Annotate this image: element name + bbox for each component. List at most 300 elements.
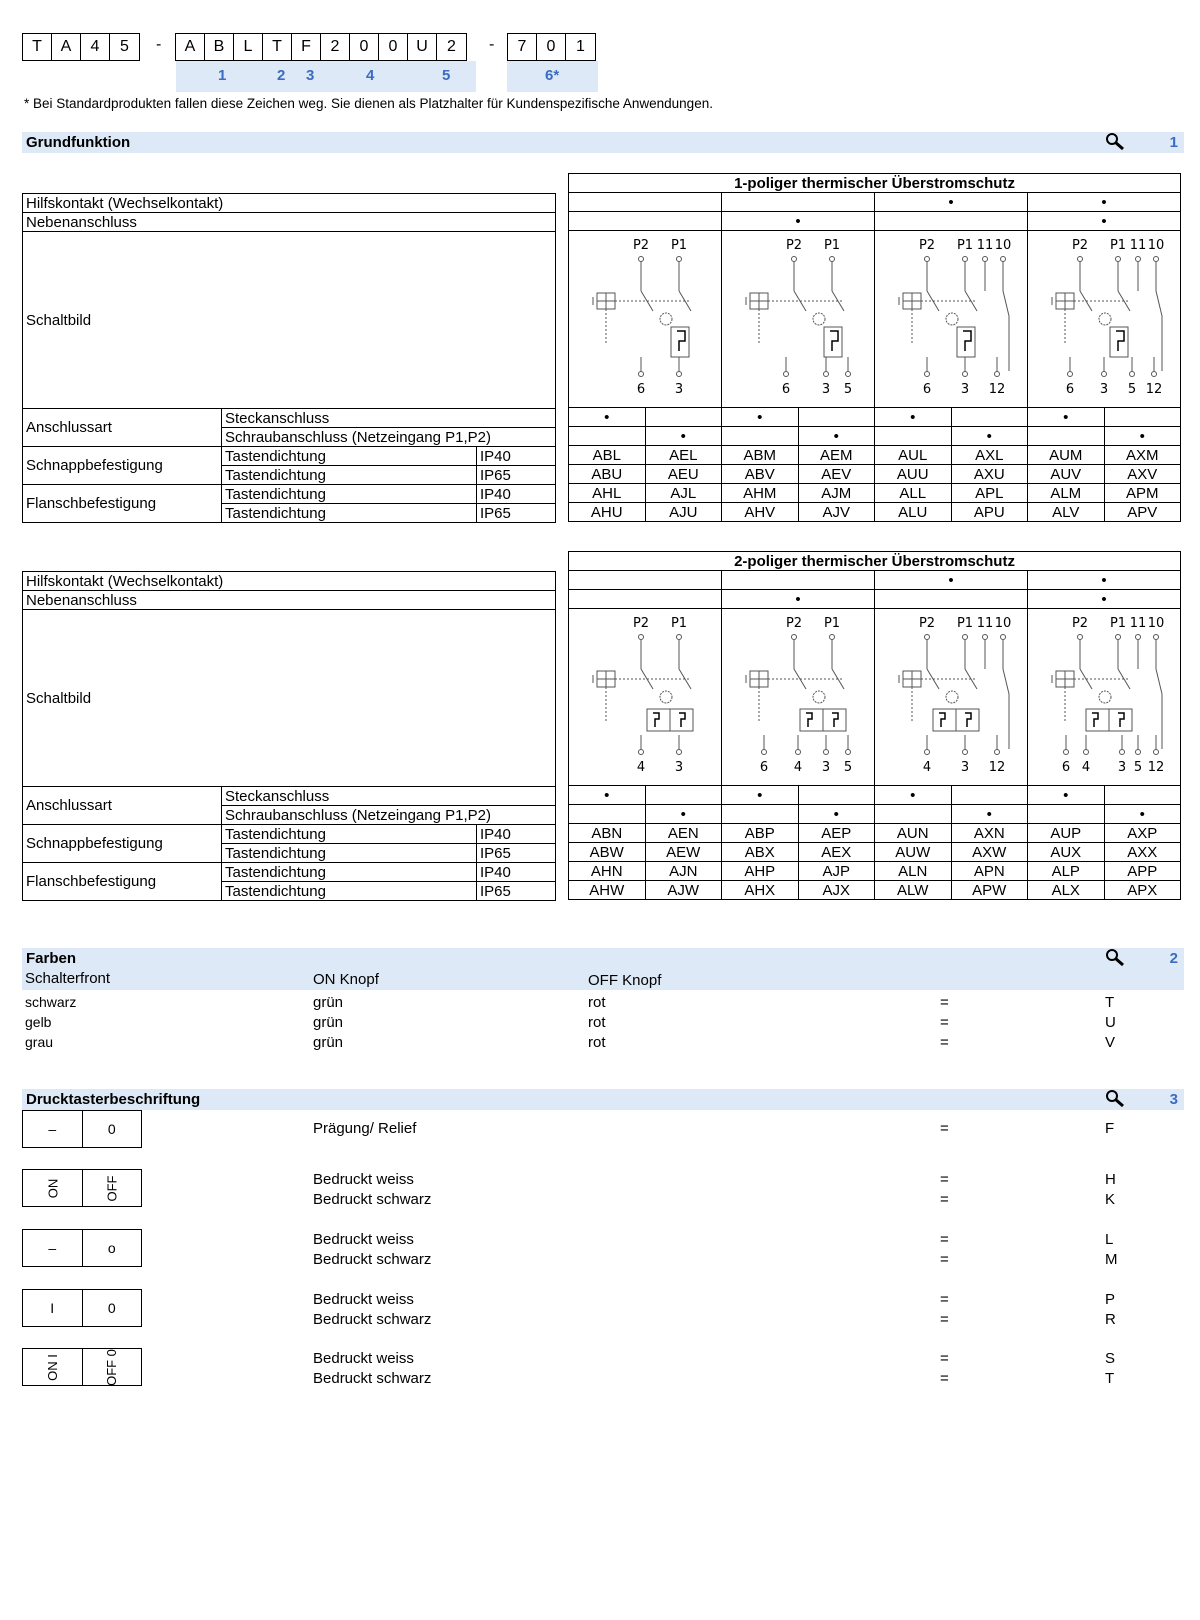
variant-code: AUN	[875, 824, 952, 843]
druck-eq: =	[940, 1350, 949, 1367]
sub-label-steck: Steckanschluss	[222, 409, 556, 428]
farben-eq: =	[940, 1014, 949, 1031]
variant-code: AXN	[951, 824, 1028, 843]
variant-code: APU	[951, 503, 1028, 522]
code-char: T	[263, 34, 292, 60]
druck-code: L	[1105, 1231, 1114, 1248]
hilfs-cell: •	[1028, 571, 1181, 590]
circuit-diagram-svg	[1028, 231, 1178, 407]
button-label-sample	[22, 1229, 142, 1267]
sub-label-schraub: Schraubanschluss (Netzeingang P1,P2)	[222, 806, 556, 825]
circuit-diagram	[569, 609, 722, 786]
label-right	[83, 1230, 142, 1266]
druck-eq: =	[940, 1251, 949, 1268]
variant-code: APL	[951, 484, 1028, 503]
row-label-anschluss: Anschlussart	[23, 787, 222, 825]
sub-label-taste: Tastendichtung	[222, 863, 477, 882]
hilfs-cell: •	[875, 193, 1028, 212]
code-char: 2	[447, 38, 456, 55]
farben-off: rot	[588, 1014, 606, 1031]
terminal-label: 5	[1127, 382, 1137, 397]
terminal-label: 5	[1133, 760, 1143, 775]
variant-code: ABW	[569, 843, 646, 862]
position-number: 1	[218, 67, 227, 84]
variant-code: AHM	[722, 484, 799, 503]
code-table-1	[568, 173, 1181, 522]
variant-code: ABP	[722, 824, 799, 843]
code-char: L	[234, 34, 263, 60]
sub-label-taste: Tastendichtung	[222, 485, 477, 504]
terminal-label: 4	[922, 760, 932, 775]
circuit-diagram	[569, 231, 722, 408]
terminal-label: P2	[632, 238, 650, 253]
terminal-label: 5	[843, 382, 853, 397]
ip-label: IP40	[477, 825, 556, 844]
circuit-diagram-svg	[875, 231, 1025, 407]
variant-code: AHL	[569, 484, 646, 503]
row-label-schaltbild: Schaltbild	[23, 610, 556, 787]
farben-code: V	[1105, 1034, 1116, 1051]
terminal-label: P1	[956, 238, 974, 253]
ip-label: IP40	[477, 447, 556, 466]
terminal-label: 11	[976, 616, 994, 631]
circuit-diagram	[722, 231, 875, 408]
sub-label-steck: Steckanschluss	[222, 787, 556, 806]
farben-front: grau	[25, 1034, 54, 1050]
druck-eq: =	[940, 1291, 949, 1308]
label-table-1	[22, 193, 556, 523]
circuit-diagram-svg	[569, 609, 719, 785]
farben-header: ON Knopf	[313, 971, 379, 988]
variant-code: AHV	[722, 503, 799, 522]
farben-eq: =	[940, 1034, 949, 1051]
terminal-label: P2	[785, 616, 803, 631]
circuit-diagram-svg	[875, 609, 1025, 785]
variant-code: AUX	[1028, 843, 1105, 862]
druck-eq: =	[940, 1120, 949, 1137]
circuit-diagram-svg	[722, 609, 872, 785]
terminal-label: P2	[918, 616, 936, 631]
code-char: A	[52, 34, 81, 60]
variant-code: AJV	[798, 503, 875, 522]
order-code-group2	[175, 33, 467, 61]
druck-eq: =	[940, 1191, 949, 1208]
order-code-group1	[22, 33, 140, 61]
schraub-dot: •	[951, 427, 1028, 446]
druck-text: Bedruckt schwarz	[313, 1311, 432, 1328]
variant-code: APN	[951, 862, 1028, 881]
variant-code: ALN	[875, 862, 952, 881]
farben-off: rot	[588, 1034, 606, 1051]
terminal-label: 12	[1145, 382, 1163, 397]
variant-code: AUV	[1028, 465, 1105, 484]
farben-off: rot	[588, 994, 606, 1011]
schraub-dot: •	[645, 805, 722, 824]
terminal-label: 12	[988, 382, 1006, 397]
terminal-label: 5	[843, 760, 853, 775]
code-char: 5	[120, 38, 129, 55]
farben-front: gelb	[25, 1014, 52, 1030]
terminal-label: P2	[632, 616, 650, 631]
row-label-flansch: Flanschbefestigung	[23, 485, 222, 523]
variant-code: ABV	[722, 465, 799, 484]
row-label-neben: Nebenanschluss	[23, 213, 556, 232]
terminal-label: 11	[1129, 238, 1147, 253]
code-separator: -	[156, 36, 162, 53]
neben-cell	[875, 212, 1028, 231]
variant-code: AEU	[645, 465, 722, 484]
terminal-label: 10	[994, 616, 1012, 631]
druck-eq: =	[940, 1171, 949, 1188]
terminal-label: P2	[918, 238, 936, 253]
variant-code: AEV	[798, 465, 875, 484]
variant-code: AUM	[1028, 446, 1105, 465]
section-title: Farben	[26, 950, 77, 967]
druck-code: F	[1105, 1120, 1115, 1137]
button-label-sample	[22, 1289, 142, 1327]
code-char: 2	[321, 34, 350, 60]
hilfs-cell	[722, 571, 875, 590]
circuit-diagram	[875, 609, 1028, 786]
ip-label: IP40	[477, 863, 556, 882]
section-number: 1	[1169, 134, 1178, 151]
terminal-label: P1	[823, 238, 841, 253]
position-number: 2	[277, 67, 286, 84]
circuit-diagram	[1028, 231, 1181, 408]
circuit-diagram	[875, 231, 1028, 408]
section-number: 3	[1169, 1091, 1178, 1108]
label-left	[23, 1111, 83, 1147]
druck-text: Bedruckt weiss	[313, 1231, 414, 1248]
code-char: U	[408, 34, 437, 60]
code-char: F	[292, 34, 321, 60]
row-label-schnapp: Schnappbefestigung	[23, 447, 222, 485]
neben-cell: •	[1028, 212, 1181, 231]
section-title: Grundfunktion	[26, 134, 131, 151]
terminal-label: P1	[1109, 238, 1127, 253]
terminal-label: P2	[1071, 238, 1089, 253]
variant-code: AJX	[798, 881, 875, 900]
code-char: 1	[576, 38, 585, 55]
row-label-anschluss: Anschlussart	[23, 409, 222, 447]
neben-cell: •	[1028, 590, 1181, 609]
position-number: 6*	[545, 67, 560, 84]
neben-cell: •	[722, 590, 875, 609]
variant-code: ABX	[722, 843, 799, 862]
section-header-grundfunktion	[22, 132, 1184, 153]
hilfs-cell: •	[1028, 193, 1181, 212]
terminal-label: 3	[674, 760, 684, 775]
neben-cell	[569, 212, 722, 231]
variant-code: AHP	[722, 862, 799, 881]
terminal-label: 4	[793, 760, 803, 775]
label-text: –	[48, 1240, 57, 1256]
variant-code: APP	[1104, 862, 1181, 881]
hilfs-cell	[722, 193, 875, 212]
neben-cell	[569, 590, 722, 609]
row-label-schnapp: Schnappbefestigung	[23, 825, 222, 863]
button-label-sample	[22, 1348, 142, 1386]
druck-eq: =	[940, 1370, 949, 1387]
variant-code: ALL	[875, 484, 952, 503]
druck-text: Bedruckt schwarz	[313, 1251, 432, 1268]
farben-eq: =	[940, 994, 949, 1011]
row-label-flansch: Flanschbefestigung	[23, 863, 222, 901]
druck-text: Bedruckt schwarz	[313, 1191, 432, 1208]
label-left	[23, 1230, 83, 1266]
table-title: 2-poliger thermischer Überstromschutz	[569, 552, 1181, 571]
terminal-label: P1	[823, 616, 841, 631]
label-text: 0	[107, 1121, 116, 1137]
variant-code: AJM	[798, 484, 875, 503]
schraub-dot: •	[1104, 427, 1181, 446]
terminal-label: 11	[976, 238, 994, 253]
terminal-label: P1	[670, 616, 688, 631]
code-char: 7	[508, 34, 537, 60]
steck-dot: •	[875, 786, 952, 805]
variant-code: AHW	[569, 881, 646, 900]
code-char: 0	[537, 34, 566, 60]
farben-on: grün	[313, 1034, 344, 1051]
position-number: 4	[366, 67, 375, 84]
variant-code: AEM	[798, 446, 875, 465]
ip-label: IP65	[477, 504, 556, 523]
schraub-dot: •	[1104, 805, 1181, 824]
farben-header: Schalterfront	[25, 970, 111, 987]
terminal-label: 3	[821, 382, 831, 397]
druck-eq: =	[940, 1311, 949, 1328]
terminal-label: P1	[956, 616, 974, 631]
variant-code: AUW	[875, 843, 952, 862]
terminal-label: 12	[988, 760, 1006, 775]
variant-code: AUU	[875, 465, 952, 484]
terminal-label: P1	[670, 238, 688, 253]
schraub-dot: •	[951, 805, 1028, 824]
code-char: 0	[379, 34, 408, 60]
variant-code: AEL	[645, 446, 722, 465]
druck-code: T	[1105, 1370, 1115, 1387]
wrench-icon	[1106, 949, 1126, 967]
label-text: –	[48, 1121, 57, 1137]
hilfs-cell: •	[875, 571, 1028, 590]
schraub-dot: •	[645, 427, 722, 446]
variant-code: ALM	[1028, 484, 1105, 503]
variant-code: AJW	[645, 881, 722, 900]
steck-dot: •	[722, 408, 799, 427]
farben-on: grün	[313, 1014, 344, 1031]
terminal-label: P2	[1071, 616, 1089, 631]
code-table-2	[568, 551, 1181, 900]
position-number: 5	[442, 67, 451, 84]
farben-on: grün	[313, 994, 344, 1011]
terminal-label: 10	[994, 238, 1012, 253]
ip-label: IP40	[477, 485, 556, 504]
ip-label: IP65	[477, 844, 556, 863]
variant-code: AJU	[645, 503, 722, 522]
code-separator: -	[489, 36, 495, 53]
circuit-diagram-svg	[1028, 609, 1178, 785]
label-right	[83, 1290, 142, 1326]
sub-label-taste: Tastendichtung	[222, 844, 477, 863]
variant-code: APX	[1104, 881, 1181, 900]
druck-code: S	[1105, 1350, 1116, 1367]
hilfs-cell	[569, 193, 722, 212]
neben-cell: •	[722, 212, 875, 231]
terminal-label: 6	[1065, 382, 1075, 397]
row-label-hilfs: Hilfskontakt (Wechselkontakt)	[23, 194, 556, 213]
label-text: 0	[107, 1300, 116, 1316]
terminal-label: 6	[759, 760, 769, 775]
druck-text: Bedruckt weiss	[313, 1171, 414, 1188]
section-number: 2	[1169, 950, 1178, 967]
position-number: 3	[306, 67, 315, 84]
terminal-label: 10	[1147, 238, 1165, 253]
steck-dot: •	[569, 786, 646, 805]
variant-code: ALU	[875, 503, 952, 522]
variant-code: ABL	[569, 446, 646, 465]
sub-label-taste: Tastendichtung	[222, 504, 477, 523]
sub-label-taste: Tastendichtung	[222, 466, 477, 485]
terminal-label: 10	[1147, 616, 1165, 631]
button-label-sample	[22, 1110, 142, 1148]
label-table-2	[22, 571, 556, 901]
variant-code: AJP	[798, 862, 875, 881]
steck-dot: •	[875, 408, 952, 427]
terminal-label: 4	[636, 760, 646, 775]
sub-label-taste: Tastendichtung	[222, 882, 477, 901]
label-right	[83, 1170, 142, 1206]
schraub-dot: •	[798, 427, 875, 446]
terminal-label: 12	[1147, 760, 1165, 775]
terminal-label: 6	[1061, 760, 1071, 775]
ip-label: IP65	[477, 882, 556, 901]
variant-code: ALW	[875, 881, 952, 900]
variant-code: AEP	[798, 824, 875, 843]
code-char: B	[205, 34, 234, 60]
variant-code: AXU	[951, 465, 1028, 484]
druck-text: Prägung/ Relief	[313, 1120, 417, 1137]
code-char: 4	[81, 34, 110, 60]
variant-code: AXP	[1104, 824, 1181, 843]
neben-cell	[875, 590, 1028, 609]
terminal-label: P1	[1109, 616, 1127, 631]
variant-code: ALX	[1028, 881, 1105, 900]
farben-header: OFF Knopf	[588, 972, 662, 989]
variant-code: AXL	[951, 446, 1028, 465]
circuit-diagram-svg	[569, 231, 719, 407]
variant-code: AHU	[569, 503, 646, 522]
terminal-label: 6	[636, 382, 646, 397]
label-left	[23, 1290, 83, 1326]
variant-code: APV	[1104, 503, 1181, 522]
circuit-diagram-svg	[722, 231, 872, 407]
variant-code: AHX	[722, 881, 799, 900]
variant-code: APW	[951, 881, 1028, 900]
terminal-label: 3	[821, 760, 831, 775]
variant-code: ALP	[1028, 862, 1105, 881]
variant-code: AJL	[645, 484, 722, 503]
variant-code: AEN	[645, 824, 722, 843]
terminal-label: 6	[922, 382, 932, 397]
table-title: 1-poliger thermischer Überstromschutz	[569, 174, 1181, 193]
hilfs-cell	[569, 571, 722, 590]
terminal-label: 3	[960, 382, 970, 397]
terminal-label: 6	[781, 382, 791, 397]
variant-code: AXW	[951, 843, 1028, 862]
label-text: o	[107, 1240, 116, 1256]
terminal-label: 4	[1081, 760, 1091, 775]
code-char: 0	[350, 34, 379, 60]
druck-text: Bedruckt schwarz	[313, 1370, 432, 1387]
druck-code: K	[1105, 1191, 1116, 1208]
farben-front: schwarz	[25, 994, 77, 1010]
variant-code: ABM	[722, 446, 799, 465]
section-header-druck	[22, 1089, 1184, 1110]
variant-code: ABN	[569, 824, 646, 843]
wrench-icon	[1106, 1090, 1126, 1108]
druck-code: H	[1105, 1171, 1116, 1188]
wrench-icon	[1106, 133, 1126, 151]
label-text: ON	[44, 1178, 60, 1198]
steck-dot: •	[1028, 408, 1105, 427]
label-right	[83, 1349, 142, 1385]
terminal-label: 11	[1129, 616, 1147, 631]
variant-code: AJN	[645, 862, 722, 881]
druck-code: M	[1105, 1251, 1118, 1268]
order-code-group3	[507, 33, 596, 61]
circuit-diagram	[1028, 609, 1181, 786]
terminal-label: 3	[960, 760, 970, 775]
row-label-hilfs: Hilfskontakt (Wechselkontakt)	[23, 572, 556, 591]
sub-label-taste: Tastendichtung	[222, 825, 477, 844]
label-text: OFF	[104, 1175, 120, 1201]
label-left	[23, 1349, 83, 1385]
variant-code: APM	[1104, 484, 1181, 503]
steck-dot: •	[722, 786, 799, 805]
sub-label-schraub: Schraubanschluss (Netzeingang P1,P2)	[222, 428, 556, 447]
druck-code: R	[1105, 1311, 1116, 1328]
variant-code: AXX	[1104, 843, 1181, 862]
terminal-label: 3	[1117, 760, 1127, 775]
variant-code: AHN	[569, 862, 646, 881]
terminal-label: 3	[674, 382, 684, 397]
label-text: OFF 0	[104, 1348, 120, 1386]
label-text: I	[50, 1300, 55, 1316]
steck-dot: •	[1028, 786, 1105, 805]
farben-code: U	[1105, 1014, 1116, 1031]
variant-code: ALV	[1028, 503, 1105, 522]
sub-label-taste: Tastendichtung	[222, 447, 477, 466]
label-text: ON I	[44, 1353, 60, 1381]
variant-code: AEW	[645, 843, 722, 862]
footnote: * Bei Standardprodukten fallen diese Zeichen weg. Sie dienen als Platzhalter für Kundenspezifische Anwendungen.	[24, 96, 713, 111]
row-label-neben: Nebenanschluss	[23, 591, 556, 610]
ip-label: IP65	[477, 466, 556, 485]
label-right	[83, 1111, 142, 1147]
code-char: A	[176, 34, 205, 60]
terminal-label: P2	[785, 238, 803, 253]
row-label-schaltbild: Schaltbild	[23, 232, 556, 409]
variant-code: AXM	[1104, 446, 1181, 465]
variant-code: AUL	[875, 446, 952, 465]
variant-code: AUP	[1028, 824, 1105, 843]
code-char: T	[23, 34, 52, 60]
button-label-sample	[22, 1169, 142, 1207]
label-left	[23, 1170, 83, 1206]
druck-eq: =	[940, 1231, 949, 1248]
farben-code: T	[1105, 994, 1115, 1011]
schraub-dot: •	[798, 805, 875, 824]
